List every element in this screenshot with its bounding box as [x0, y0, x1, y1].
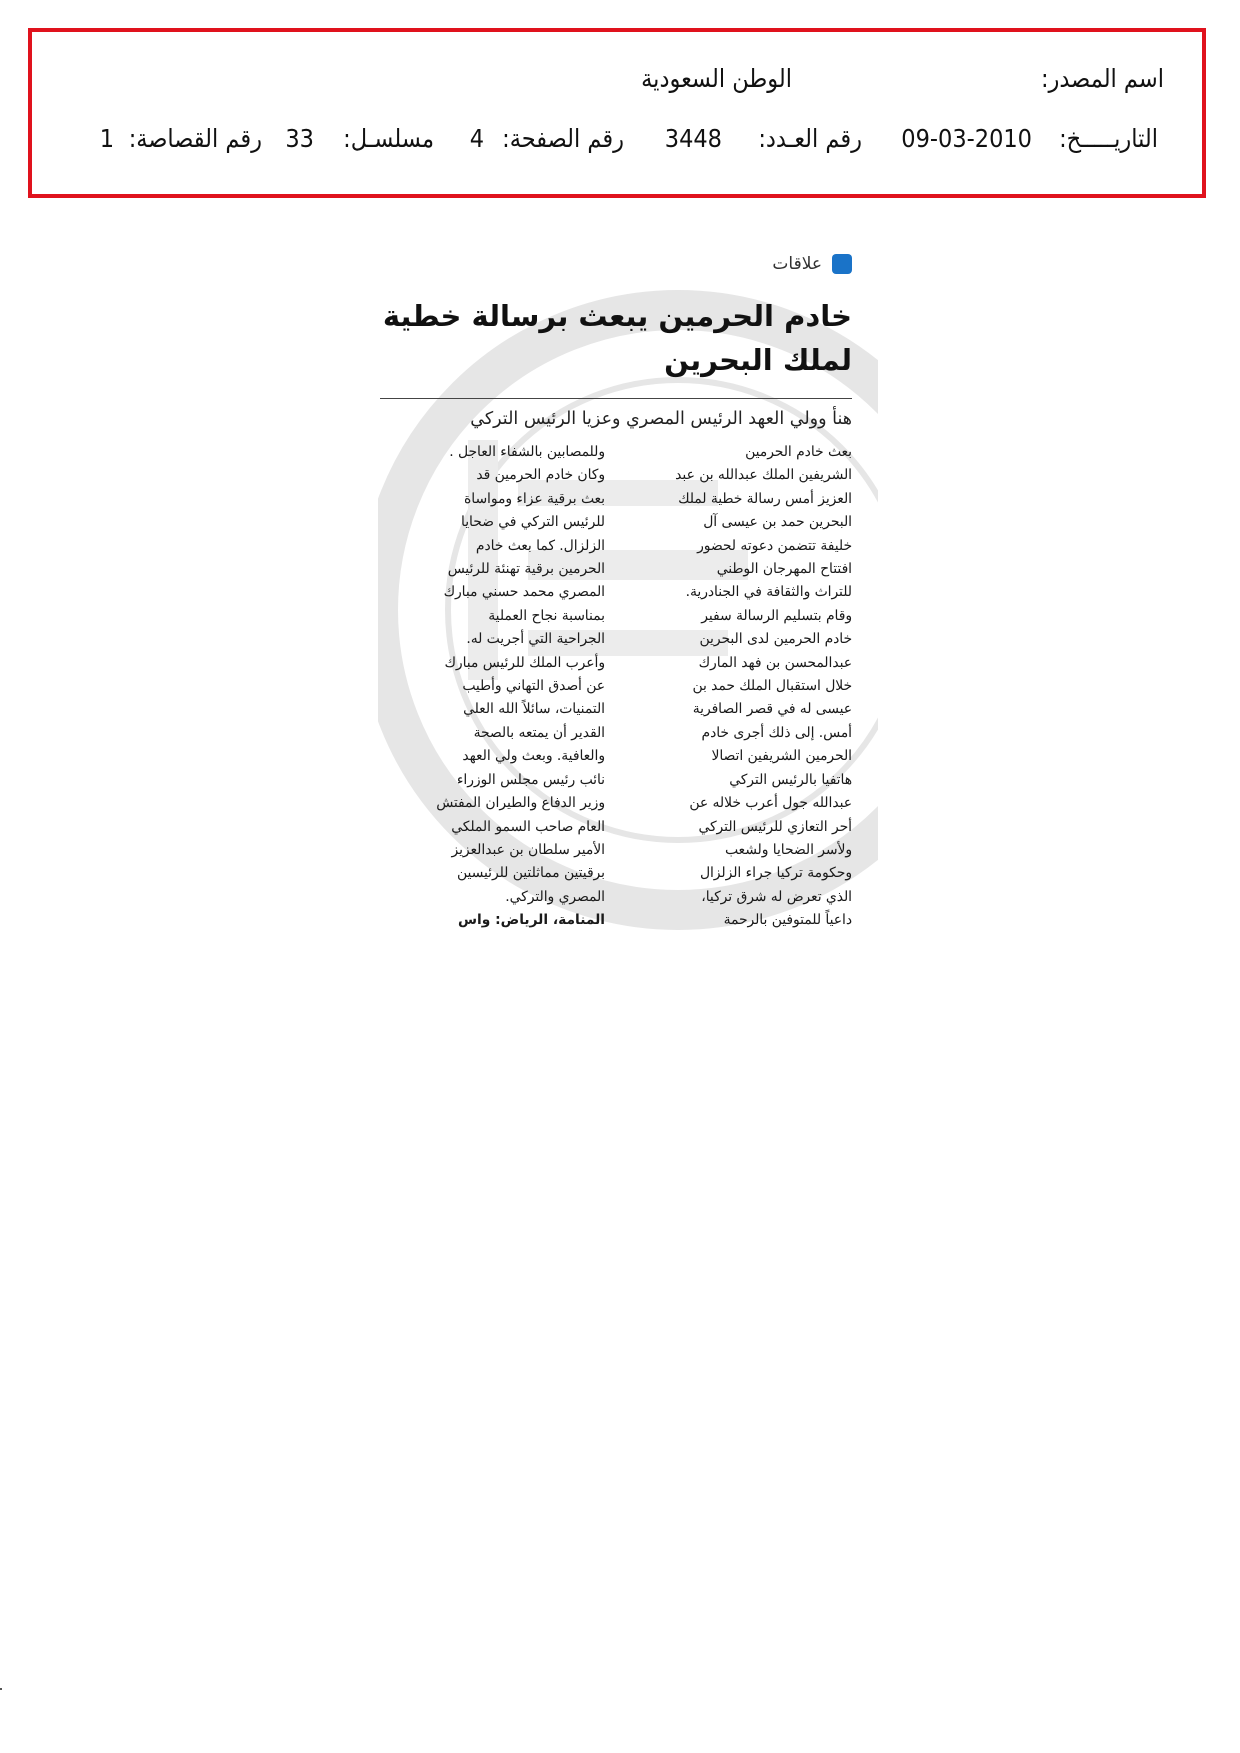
- body-line: بعث برقية عزاء ومواساة: [464, 490, 605, 507]
- body-line: القدير أن يمتعه بالصحة: [473, 724, 605, 741]
- divider: [380, 398, 852, 399]
- clip-number-value: 1: [99, 124, 114, 153]
- date-label: التاريـــــخ:: [1059, 124, 1158, 153]
- body-line: العزيز أمس رسالة خطية لملك: [678, 490, 852, 507]
- date-value: 09-03-2010: [901, 124, 1032, 153]
- body-line: الأمير سلطان بن عبدالعزيز: [451, 841, 605, 858]
- byline: المنامة، الرياض: واس: [457, 912, 605, 929]
- body-line: عن أصدق التهاني وأطيب: [462, 678, 605, 695]
- clip-number-label: رقم القصاصة:: [128, 124, 262, 153]
- body-line: الحرمين برقية تهنئة للرئيس: [447, 561, 605, 578]
- body-column-left: [380, 441, 605, 933]
- page-label: رقم الصفحة:: [502, 124, 624, 153]
- body-line: داعياً للمتوفين بالرحمة: [723, 912, 852, 929]
- body-line: وقام بتسليم الرسالة سفير: [701, 607, 852, 624]
- serial-value: 33: [285, 124, 314, 153]
- body-line: نائب رئيس مجلس الوزراء: [456, 771, 605, 788]
- body-line: عبدالله جول أعرب خلاله عن: [689, 795, 852, 812]
- subheadline: هنأ وولي العهد الرئيس المصري وعزيا الرئيس التركي: [470, 409, 852, 429]
- body-line: المصري والتركي.: [505, 888, 605, 905]
- body-line: خليفة تتضمن دعوته لحضور: [697, 537, 852, 554]
- body-line: للتراث والثقافة في الجنادرية.: [685, 584, 852, 601]
- body-line: وكان خادم الحرمين قد: [476, 467, 605, 484]
- body-line: أحر التعازي للرئيس التركي: [698, 818, 852, 835]
- body-line: هاتفيا بالرئيس التركي: [729, 771, 852, 788]
- body-line: افتتاح المهرجان الوطني: [716, 561, 852, 578]
- body-line: وحكومة تركيا جراء الزلزال: [699, 865, 852, 882]
- body-line: عيسى له في قصر الصافرية: [692, 701, 852, 718]
- body-line: للرئيس التركي في ضحايا: [461, 514, 605, 531]
- body-line: بمناسبة نجاح العملية: [488, 607, 605, 624]
- body-line: وللمصابين بالشفاء العاجل .: [449, 444, 605, 460]
- source-name: الوطن السعودية: [641, 64, 792, 93]
- body-line: والعافية. وبعث ولي العهد: [462, 748, 605, 765]
- body-line: ولأسر الضحايا ولشعب: [724, 841, 852, 858]
- body-line: العام صاحب السمو الملكي: [451, 818, 605, 835]
- body-line: الجراحية التي أجريت له.: [466, 631, 605, 648]
- issue-value: 3448: [664, 124, 722, 153]
- body-line: عبدالمحسن بن فهد المارك: [698, 654, 852, 671]
- serial-label: مسلسـل:: [343, 124, 434, 153]
- scan-speck: [0, 1688, 2, 1690]
- body-line: الشريفين الملك عبدالله بن عبد: [675, 467, 852, 484]
- body-line: برقيتين مماثلتين للرئيسين: [457, 865, 605, 882]
- body-line: الزلزال. كما بعث خادم: [475, 537, 605, 554]
- headline-line: خادم الحرمين يبعث برسالة خطية: [382, 299, 852, 333]
- issue-label: رقم العـدد:: [758, 124, 862, 153]
- article: [380, 250, 852, 933]
- headline-line: لملك البحرين: [664, 343, 852, 377]
- body-line: خلال استقبال الملك حمد بن: [692, 678, 852, 695]
- body-line: التمنيات، سائلاً الله العلي: [463, 701, 605, 718]
- body-line: الذي تعرض له شرق تركيا،: [701, 888, 852, 905]
- article-body: [380, 441, 852, 933]
- body-line: وزير الدفاع والطيران المفتش: [436, 795, 605, 812]
- body-line: المصري محمد حسني مبارك: [443, 584, 605, 601]
- section-marker-icon: [832, 254, 852, 274]
- page-value: 4: [469, 124, 484, 153]
- section-label: علاقات: [772, 254, 822, 274]
- body-column-right: [627, 441, 852, 933]
- headline: [380, 294, 852, 382]
- body-line: أمس. إلى ذلك أجرى خادم: [701, 724, 852, 741]
- body-line: وأعرب الملك للرئيس مبارك: [444, 654, 605, 671]
- body-line: خادم الحرمين لدى البحرين: [699, 631, 852, 648]
- clipping-header: [28, 28, 1206, 198]
- body-line: البحرين حمد بن عيسى آل: [703, 514, 852, 531]
- source-label: اسم المصدر:: [1040, 64, 1164, 93]
- body-line: بعث خادم الحرمين: [745, 444, 852, 460]
- body-line: الحرمين الشريفين اتصالا: [711, 748, 852, 765]
- section-tag: [380, 250, 852, 278]
